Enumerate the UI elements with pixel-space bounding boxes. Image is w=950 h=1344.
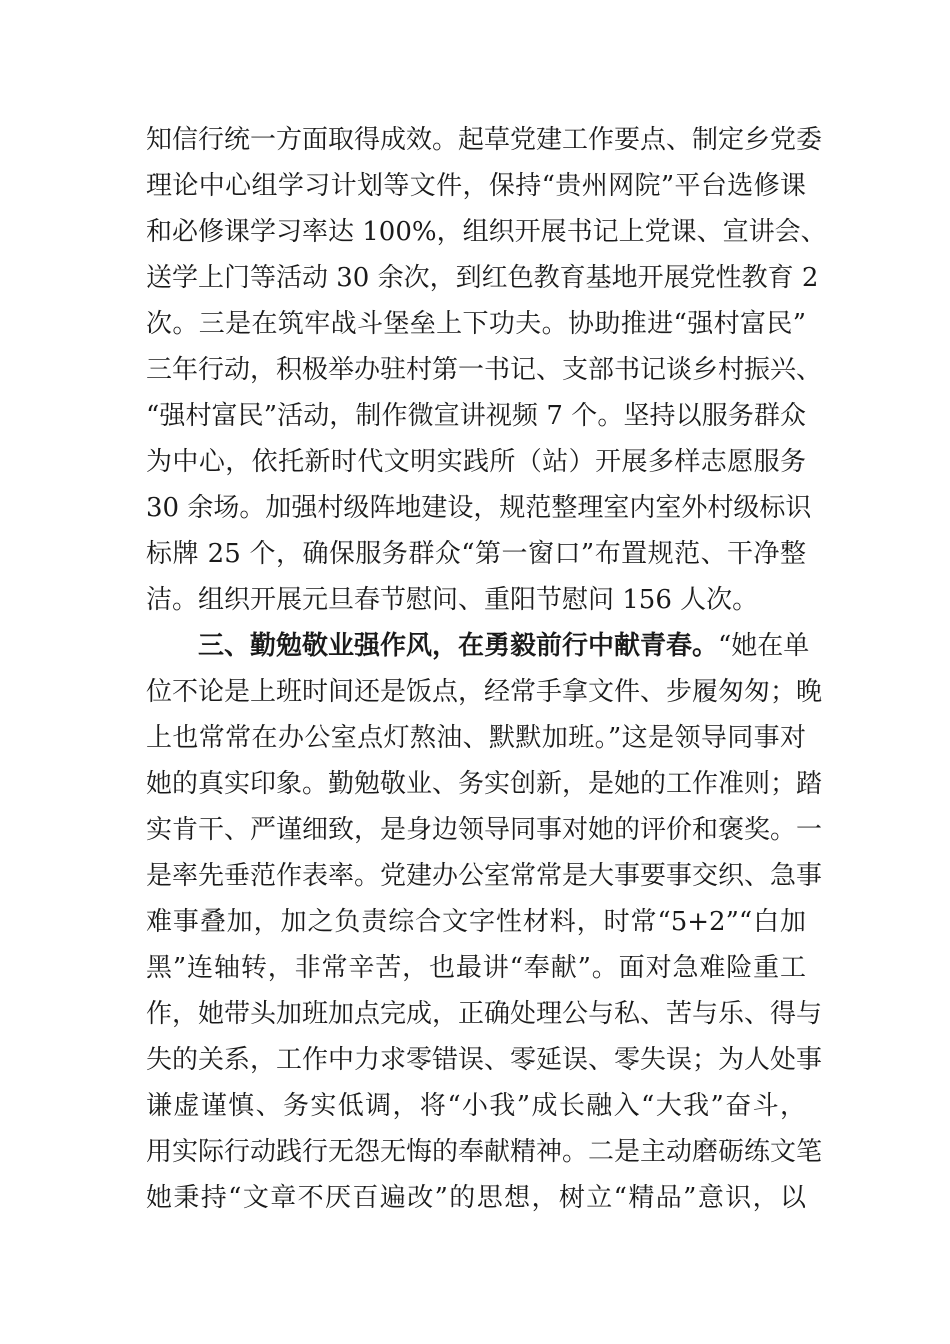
text-line: 黑”连轴转，非常辛苦，也最讲“奉献”。面对急难险重工	[146, 953, 806, 983]
section-heading-line	[198, 626, 810, 666]
text-line: 洁。组织开展元旦春节慰问、重阳节慰问 156 人次。	[146, 585, 759, 615]
text-line: 她的真实印象。勤勉敬业、务实创新，是她的工作准则；踏	[146, 769, 823, 799]
text-line: 实肯干、严谨细致，是身边领导同事对她的评价和褒奖。一	[146, 815, 823, 845]
text-line: 位不论是上班时间还是饭点，经常手拿文件、步履匆匆；晚	[146, 677, 823, 707]
text-line: 难事叠加，加之负责综合文字性材料，时常“5+2”“白加	[146, 907, 806, 937]
text-line: 上也常常在办公室点灯熬油、默默加班。”这是领导同事对	[146, 723, 806, 753]
text-line: 谦虚谨慎、务实低调，将“小我”成长融入“大我”奋斗，	[146, 1091, 806, 1121]
text-line: “强村富民”活动，制作微宣讲视频 7 个。坚持以服务群众	[146, 401, 806, 431]
text-line: 用实际行动践行无怨无悔的奉献精神。二是主动磨砺练文笔	[146, 1137, 823, 1167]
text-line: 知信行统一方面取得成效。起草党建工作要点、制定乡党委	[146, 125, 823, 155]
text-line: 送学上门等活动 30 余次，到红色教育基地开展党性教育 2	[146, 263, 819, 293]
text-line: 理论中心组学习计划等文件，保持“贵州网院”平台选修课	[146, 171, 806, 201]
text-line: 标牌 25 个，确保服务群众“第一窗口”布置规范、干净整	[146, 539, 806, 569]
text-line: 和必修课学习率达 100%，组织开展书记上党课、宣讲会、	[146, 217, 827, 247]
text-line: 三年行动，积极举办驻村第一书记、支部书记谈乡村振兴、	[146, 355, 823, 385]
text-line: 30 余场。加强村级阵地建设，规范整理室内室外村级标识	[146, 493, 812, 523]
section-lead-text: “她在单	[718, 631, 810, 661]
text-line: 她秉持“文章不厌百遍改”的思想，树立“精品”意识，以	[146, 1183, 806, 1213]
text-line: 是率先垂范作表率。党建办公室常常是大事要事交织、急事	[146, 861, 823, 891]
section-heading: 三、勤勉敬业强作风，在勇毅前行中献青春。	[198, 631, 719, 661]
text-line: 次。三是在筑牢战斗堡垒上下功夫。协助推进“强村富民”	[146, 309, 806, 339]
text-line: 为中心，依托新时代文明实践所（站）开展多样志愿服务	[146, 447, 806, 477]
text-line: 作，她带头加班加点完成，正确处理公与私、苦与乐、得与	[146, 999, 823, 1029]
text-line: 失的关系，工作中力求零错误、零延误、零失误；为人处事	[146, 1045, 823, 1075]
